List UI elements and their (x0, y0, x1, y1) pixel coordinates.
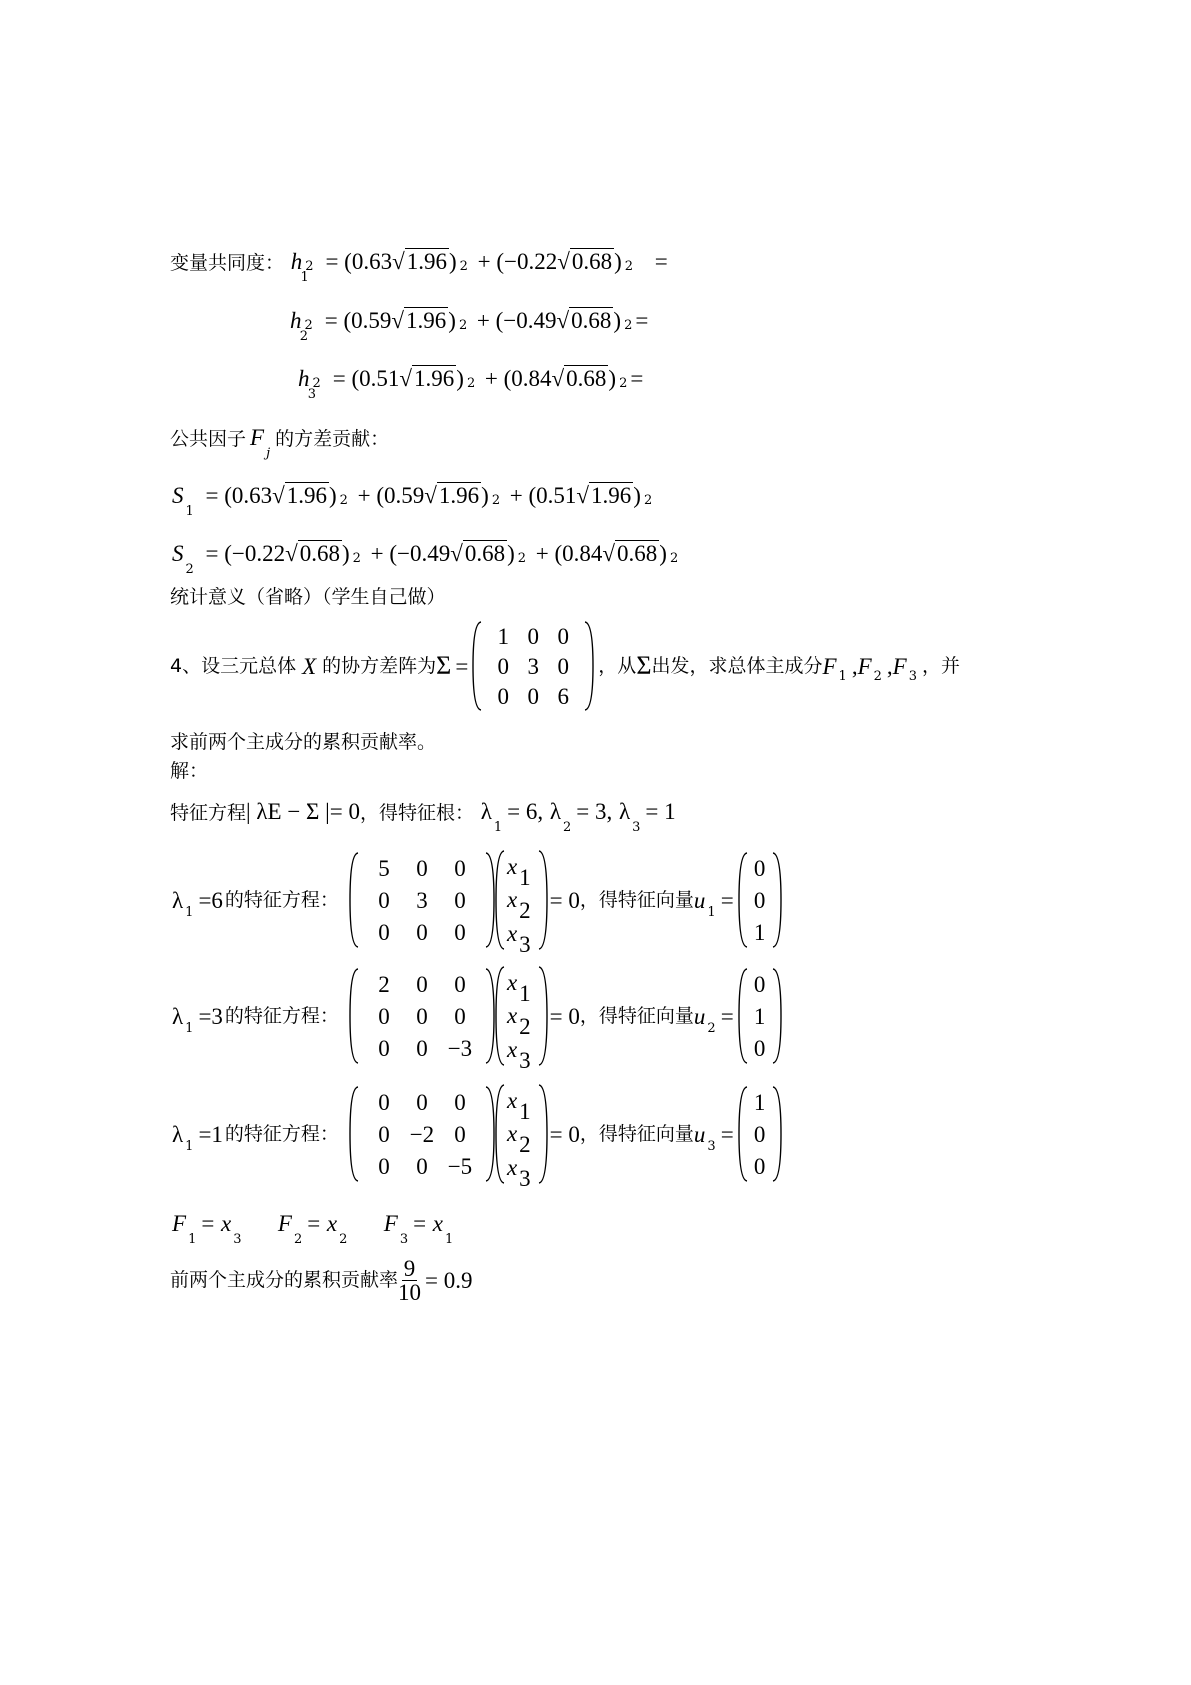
matrix-cell: 0 (527, 623, 540, 649)
x-sub: 1 (519, 865, 531, 891)
problem-text-1: 4、设三元总体 (170, 654, 297, 677)
square-exp: 2 (458, 318, 468, 333)
equals-zero: = 0 (549, 887, 580, 913)
x-symbol: x (506, 1121, 518, 1147)
matrix-cell: 3 (527, 653, 540, 679)
square-exp: 2 (643, 493, 653, 508)
u-sub: 3 (707, 1138, 716, 1154)
problem-text-5: ，并 (922, 654, 961, 677)
problem-4-line: 4、设三元总体 X 的协方差阵为 Σ = 1 0 0 0 3 0 0 0 6 ，从 Σ 出发，求总体主成分 F 1 , F 2 , F 3 ，并 (170, 621, 960, 711)
eigenvector-label: ，得特征向量 (579, 1122, 694, 1145)
vector-entry: 0 (753, 855, 766, 881)
communality-row-1: 变量共同度： h $2_1 = (0.63√1.96) 2 + (-0.22√0.68) 2$ = (170, 249, 668, 285)
x-symbol: x (506, 1003, 518, 1029)
x-entry (506, 1154, 536, 1191)
matrix-cell: −3 (447, 1035, 473, 1061)
root: 1.96 (286, 483, 327, 508)
loading-a: 0.59 (351, 308, 392, 333)
cumulative-result: = 0.9 (425, 1267, 473, 1293)
F-sub: 1 (188, 1232, 197, 1247)
u-symbol: u (693, 887, 706, 913)
eigenvector-label: ，得特征向量 (579, 888, 694, 911)
root-value: 6 (525, 799, 538, 824)
variance-label-pre: 公共因子 (170, 428, 247, 450)
loading-a: 0.63 (351, 249, 393, 274)
fraction-denominator: 10 (398, 1279, 422, 1305)
eigenvector-label: ，得特征向量 (579, 1004, 694, 1027)
eigen-equation-row: λ 1 = 3 的特征方程： 2 0 0 0 0 0 0 0 −3 x1 x2 x3 = 0 ，得特征向量 u 2 = 0 1 0 (172, 966, 782, 1066)
matrix-cell: 5 (378, 855, 390, 881)
lambda-sub: 1 (185, 904, 194, 920)
F-sub: 3 (908, 668, 917, 684)
eigen-label: 的特征方程： (224, 1122, 339, 1145)
F-sub: 3 (399, 1232, 409, 1247)
problem-4-line-2: 求前两个主成分的累积贡献率。 (170, 731, 437, 753)
x-symbol: x (506, 920, 518, 946)
root-1: 1.96 (406, 249, 447, 274)
square-exp: 2 (624, 318, 633, 333)
matrix-cell: 2 (378, 971, 390, 997)
x-vector (495, 966, 548, 1073)
covariance-matrix (472, 621, 594, 711)
determinant-equation: | λE − Σ |= 0 (246, 799, 361, 824)
lambda-sub: 2 (562, 820, 572, 835)
eigen-equation-row: λ 1 = 6 的特征方程： 5 0 0 0 3 0 0 0 0 x1 x2 x3 = 0 ，得特征向量 u 1 = 0 0 1 (172, 850, 782, 950)
square-exp: 2 (312, 376, 321, 391)
communality-row-3: h $2_3 = (0.51√1.96) 2 + (0.84√0.68) 2$ = (298, 366, 644, 402)
S-symbol: S (172, 541, 184, 566)
problem-text-3: ，从 (598, 654, 637, 677)
variance-label-post: 的方差贡献： (275, 428, 390, 450)
loading-b: 0.84 (511, 366, 552, 391)
matrix-cell: 0 (378, 1153, 390, 1179)
root-1: 1.96 (406, 308, 447, 333)
x-symbol: x (506, 970, 518, 996)
root: 1.96 (438, 483, 480, 508)
matrix-cell: 0 (557, 623, 570, 649)
eigen-label: 的特征方程： (224, 1004, 339, 1027)
F-symbol: F (822, 653, 837, 679)
matrix-cell: 0 (454, 919, 466, 945)
components-line: $F_1= x_3$ $F_2= x_2$ $F_3= x_1$ (172, 1211, 454, 1247)
u-sub: 2 (707, 1020, 716, 1036)
x-entry (506, 1036, 536, 1073)
square-exp: 2 (517, 551, 527, 566)
square-exp: 2 (624, 259, 634, 274)
term: 0.84 (562, 541, 603, 566)
lambda-symbol: λ (172, 1121, 184, 1147)
fraction-numerator: 9 (403, 1255, 416, 1281)
problem-text-2: 的协方差阵为 (322, 654, 437, 677)
root-1: 1.96 (414, 366, 455, 391)
x-sub: 3 (519, 1165, 531, 1191)
j-sub: j (266, 446, 271, 461)
u-symbol: u (693, 1121, 706, 1147)
square-exp: 2 (491, 493, 501, 508)
x-entry (506, 970, 536, 1007)
x-sub: 1 (519, 1099, 531, 1125)
cumulative-label: 前两个主成分的累积贡献率 (170, 1268, 399, 1291)
matrix-cell: 0 (378, 1003, 390, 1029)
x-symbol: x (506, 854, 518, 880)
matrix-cell: 0 (454, 971, 466, 997)
eigen-equation-row: λ 1 = 1 的特征方程： 0 0 0 0 −2 0 0 0 −5 x1 x2 x3 = 0 ，得特征向量 u 3 = 1 0 0 (172, 1084, 782, 1184)
root-value: 1 (664, 799, 676, 824)
eigenvalue: 3 (211, 1003, 223, 1029)
h-sub: 3 (307, 387, 317, 402)
matrix-cell: 0 (416, 971, 428, 997)
vector-entry: 1 (753, 919, 766, 945)
matrix-cell: 0 (416, 919, 428, 945)
square-exp: 2 (304, 318, 313, 333)
vector-entry: 1 (753, 1089, 766, 1115)
matrix-cell: 0 (378, 1035, 390, 1061)
vector-entry: 0 (753, 1153, 766, 1179)
matrix-cell: 0 (454, 855, 466, 881)
u-sub: 1 (707, 904, 716, 920)
communality-label: 变量共同度： (170, 252, 285, 274)
s2-equation: $S_2 = (-0.22√0.68) 2 + (-0.49√0.68) 2 + (0.84√0.68)$ 2 (172, 541, 679, 577)
x-symbol: x (506, 1088, 518, 1114)
matrix-cell: 0 (557, 653, 570, 679)
equals: = (630, 366, 644, 391)
matrix-cell: 6 (557, 683, 570, 709)
equals: = (654, 249, 668, 274)
h-symbol: h (290, 249, 303, 274)
x-sub: 3 (519, 1047, 531, 1073)
vector-entry: 0 (753, 1035, 766, 1061)
F-sub: 2 (293, 1232, 303, 1247)
eigen-label: 的特征方程： (224, 888, 339, 911)
u-symbol: u (693, 1003, 706, 1029)
cumulative-line (170, 1252, 473, 1308)
h-sub: 1 (300, 270, 309, 285)
x-sub: 2 (339, 1232, 348, 1247)
x-entry (506, 854, 536, 891)
root: 0.68 (617, 541, 658, 566)
h-symbol: h (298, 366, 310, 391)
x-vector (495, 1084, 548, 1191)
matrix-cell: 0 (454, 887, 466, 913)
sigma-symbol: Σ (636, 651, 652, 680)
root-2: 0.68 (571, 308, 612, 333)
equals: = (635, 308, 649, 333)
equals-zero: = 0 (549, 1003, 580, 1029)
x-sub: 2 (519, 1132, 531, 1158)
x-sub: 2 (519, 1014, 531, 1040)
vector-entry: 0 (753, 971, 766, 997)
eigenvector (738, 1086, 782, 1182)
lambda-symbol: λ (549, 799, 561, 824)
x-entry (506, 920, 536, 957)
matrix-cell: −2 (409, 1121, 435, 1147)
char-eq-label: 特征方程 (170, 802, 247, 824)
x-symbol: x (506, 887, 518, 913)
h-sub: 2 (299, 329, 309, 344)
char-equation: 特征方程| λE − Σ |= 0，得特征根： $\lambda_1= 6$, $\lambda_2= 3$, $\lambda_3= 1$ (170, 799, 676, 835)
loading-a: 0.51 (359, 366, 400, 391)
matrix-cell: 0 (454, 1121, 466, 1147)
term: 0.63 (231, 483, 273, 508)
F-sub: 1 (838, 668, 847, 684)
matrix-cell: 0 (416, 1003, 428, 1029)
S-sub: 1 (185, 504, 194, 519)
square-exp: 2 (459, 259, 468, 274)
solution-label: 解： (170, 760, 209, 782)
matrix-cell: 0 (497, 653, 510, 679)
x-symbol: x (506, 1154, 518, 1180)
matrix-cell: 3 (416, 887, 428, 913)
root: 0.68 (464, 541, 506, 566)
square-exp: 2 (339, 493, 348, 508)
X-symbol: X (302, 653, 317, 679)
matrix-cell: 0 (416, 1035, 428, 1061)
matrix-cell: 0 (378, 919, 390, 945)
F-symbol: F (857, 653, 872, 679)
x-entry (506, 887, 536, 924)
eigenvector (738, 852, 782, 948)
square-exp: 2 (305, 259, 314, 274)
matrix-cell: −5 (447, 1153, 473, 1179)
root: 0.68 (299, 541, 340, 566)
vector-entry: 0 (753, 1121, 766, 1147)
eigenvalue: 1 (211, 1121, 223, 1147)
term: 0.59 (384, 483, 425, 508)
matrix-cell: 0 (497, 683, 510, 709)
s1-equation: $S_1 = (0.63√1.96) 2 + (0.59√1.96) 2 + (0.51√1.96)$ 2 (172, 483, 653, 519)
lambda-symbol: λ (172, 1003, 184, 1029)
S-symbol: S (172, 483, 184, 508)
square-exp: 2 (352, 551, 361, 566)
problem-text-4: 出发，求总体主成分 (651, 654, 823, 677)
square-exp: 2 (466, 376, 476, 391)
root: 1.96 (591, 483, 632, 508)
square-exp: 2 (619, 376, 628, 391)
square-exp: 2 (669, 551, 679, 566)
eigen-matrix (349, 852, 495, 948)
F-symbol: F (892, 653, 907, 679)
x-symbol: x (506, 1036, 518, 1062)
loading-b: −0.49 (503, 308, 557, 333)
lambda-sub: 1 (185, 1138, 194, 1154)
x-entry (506, 1121, 536, 1158)
matrix-cell: 0 (454, 1089, 466, 1115)
F-symbol: F (250, 425, 265, 450)
term: −0.22 (231, 541, 286, 566)
vector-entry: 1 (753, 1003, 766, 1029)
lambda-sub: 1 (493, 820, 503, 835)
stat-meaning: 统计意义（省略）（学生自己做） (170, 586, 446, 608)
F-sub: 2 (873, 668, 882, 684)
sigma-symbol: Σ (436, 651, 452, 680)
x-sub: 3 (233, 1232, 242, 1247)
matrix-cell: 0 (416, 1089, 428, 1115)
x-sub: 2 (519, 898, 531, 924)
root-2: 0.68 (571, 249, 613, 274)
matrix-cell: 0 (416, 855, 428, 881)
lambda-symbol: λ (480, 799, 492, 824)
x-sub: 1 (445, 1232, 454, 1247)
lambda-sub: 3 (632, 820, 641, 835)
matrix-cell: 0 (416, 1153, 428, 1179)
root-2: 0.68 (566, 366, 607, 391)
term: 0.51 (536, 483, 577, 508)
fraction (398, 1257, 421, 1304)
eigenvector (738, 968, 782, 1064)
eigen-matrix (349, 1086, 495, 1182)
x-sub: 3 (519, 931, 531, 957)
eigen-matrix (349, 968, 495, 1064)
x-sub: 1 (519, 981, 531, 1007)
communality-row-2: h $2_2 = (0.59√1.96) 2 + (-0.49√0.68) 2$ = (290, 308, 649, 344)
matrix-cell: 0 (378, 1121, 390, 1147)
equals-zero: = 0 (549, 1121, 580, 1147)
vector-entry: 0 (753, 887, 766, 913)
loading-b: −0.22 (504, 249, 558, 274)
x-vector (495, 850, 548, 957)
variance-heading (170, 425, 390, 461)
root-value: 3 (595, 799, 607, 824)
h-symbol: h (290, 308, 302, 333)
lambda-symbol: λ (172, 887, 184, 913)
matrix-cell: 0 (527, 683, 540, 709)
x-entry (506, 1003, 536, 1040)
x-entry (506, 1088, 536, 1125)
matrix-cell: 0 (454, 1003, 466, 1029)
matrix-cell: 0 (378, 1089, 390, 1115)
char-eq-label-2: ，得特征根： (360, 802, 475, 824)
lambda-symbol: λ (618, 799, 631, 824)
eigenvalue: 6 (211, 887, 223, 913)
S-sub: 2 (185, 562, 194, 577)
matrix-cell: 0 (378, 887, 390, 913)
term: −0.49 (397, 541, 451, 566)
matrix-cell: 1 (497, 623, 510, 649)
lambda-sub: 1 (185, 1020, 194, 1036)
